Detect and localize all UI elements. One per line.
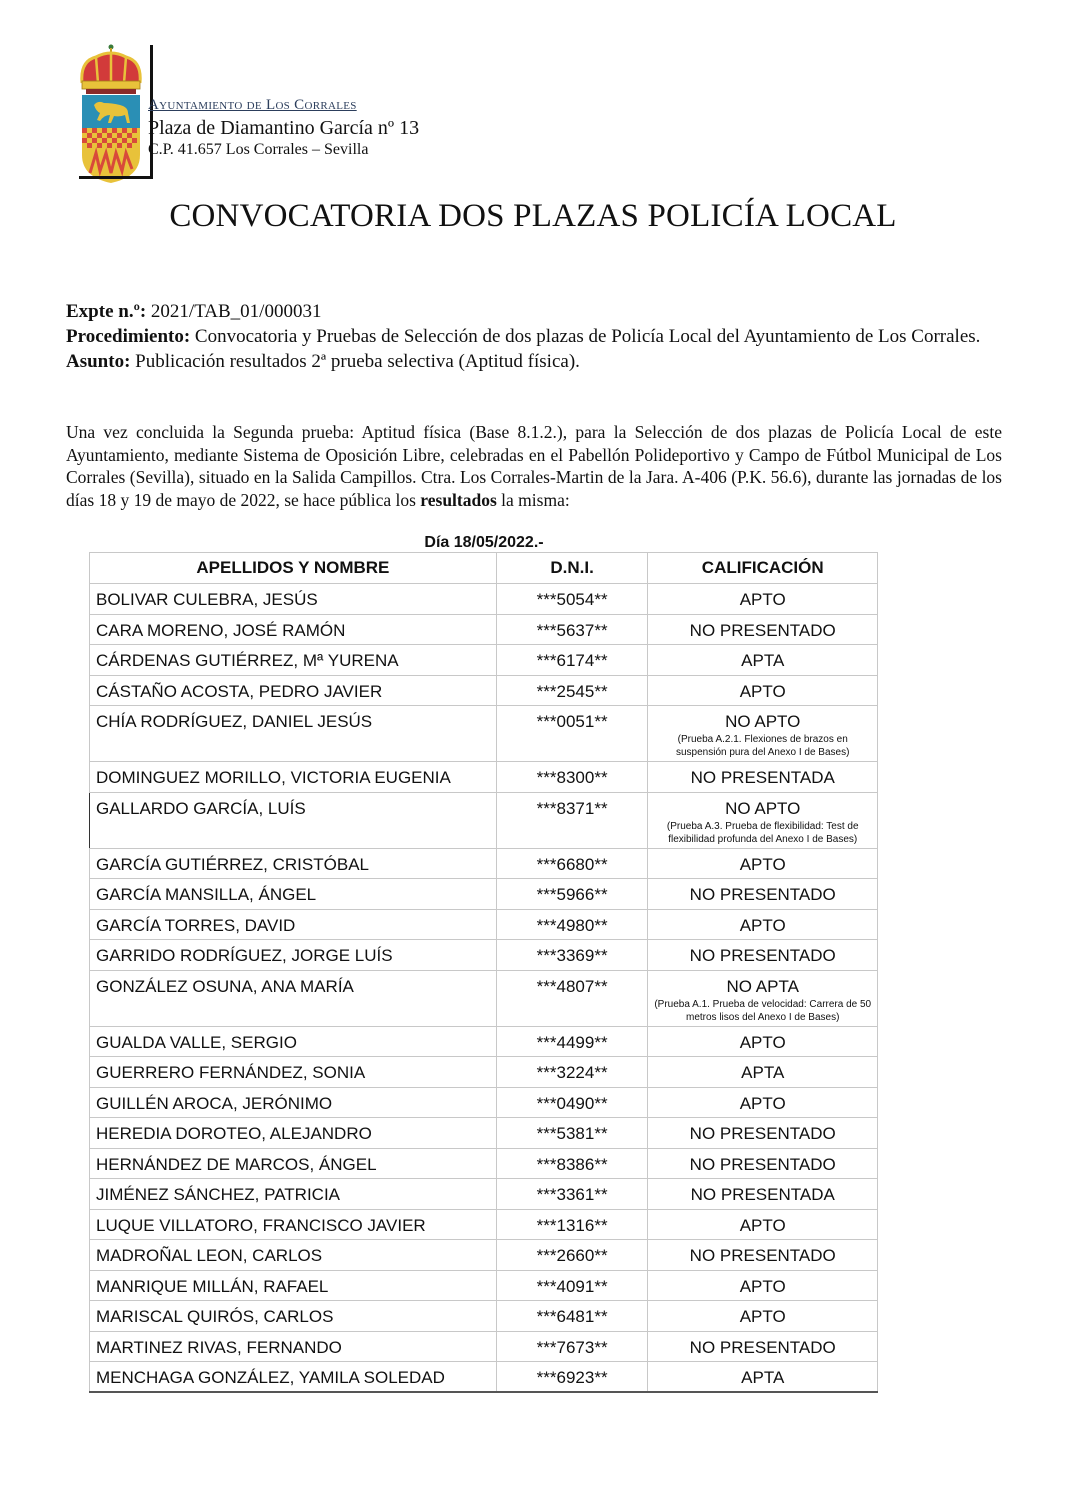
cell-dni: ***4499** bbox=[496, 1026, 648, 1057]
grade-value: APTO bbox=[739, 854, 786, 874]
cell-name: HERNÁNDEZ DE MARCOS, ÁNGEL bbox=[90, 1148, 497, 1179]
grade-value: APTO bbox=[739, 915, 786, 935]
table-row bbox=[90, 940, 878, 971]
table-row bbox=[90, 1301, 878, 1332]
asunto-label: Asunto: bbox=[66, 351, 131, 372]
table-row bbox=[90, 1087, 878, 1118]
cell-dni: ***5966** bbox=[496, 879, 648, 910]
cell-name: GARRIDO RODRÍGUEZ, JORGE LUÍS bbox=[90, 940, 497, 971]
cell-grade bbox=[648, 584, 878, 615]
table-row bbox=[90, 1118, 878, 1149]
organization-address: Plaza de Diamantino García nº 13 bbox=[148, 117, 420, 139]
cell-dni: ***8300** bbox=[496, 762, 648, 793]
cell-name: DOMINGUEZ MORILLO, VICTORIA EUGENIA bbox=[90, 762, 497, 793]
grade-value: APTO bbox=[739, 681, 786, 701]
grade-value: NO PRESENTADO bbox=[689, 1124, 836, 1143]
cell-name: GARCÍA TORRES, DAVID bbox=[90, 909, 497, 940]
procedimiento-label: Procedimiento: bbox=[66, 326, 191, 347]
cell-grade bbox=[648, 848, 878, 879]
expte-value: 2021/TAB_01/000031 bbox=[146, 301, 322, 322]
table-row bbox=[90, 1179, 878, 1210]
cell-dni: ***5381** bbox=[496, 1118, 648, 1149]
table-row bbox=[90, 1240, 878, 1271]
cell-grade bbox=[648, 1331, 878, 1362]
day-label: Día 18/05/2022.- bbox=[424, 534, 544, 551]
grade-value: APTO bbox=[739, 1276, 786, 1296]
grade-value: NO APTO bbox=[725, 712, 801, 731]
intro-paragraph bbox=[66, 421, 1002, 511]
table-row bbox=[90, 848, 878, 879]
cell-dni: ***8386** bbox=[496, 1148, 648, 1179]
cell-grade bbox=[648, 762, 878, 793]
grade-value: NO PRESENTADO bbox=[689, 885, 836, 904]
page-title: CONVOCATORIA DOS PLAZAS POLICÍA LOCAL bbox=[169, 198, 897, 234]
cell-grade bbox=[648, 1240, 878, 1271]
table-row bbox=[90, 1362, 878, 1393]
cell-dni: ***3369** bbox=[496, 940, 648, 971]
cell-grade bbox=[648, 909, 878, 940]
cell-name: GARCÍA GUTIÉRREZ, CRISTÓBAL bbox=[90, 848, 497, 879]
cell-grade bbox=[648, 970, 878, 1026]
table-header-row bbox=[90, 553, 878, 584]
cell-dni: ***3361** bbox=[496, 1179, 648, 1210]
coat-of-arms-icon bbox=[76, 43, 146, 183]
grade-value: APTO bbox=[739, 590, 786, 609]
results-table bbox=[89, 552, 878, 1393]
procedimiento-line bbox=[66, 324, 1002, 349]
cell-dni: ***6481** bbox=[496, 1301, 648, 1332]
cell-name: LUQUE VILLATORO, FRANCISCO JAVIER bbox=[90, 1209, 497, 1240]
cell-name: JIMÉNEZ SÁNCHEZ, PATRICIA bbox=[90, 1179, 497, 1210]
table-row bbox=[90, 792, 878, 848]
cell-name: MENCHAGA GONZÁLEZ, YAMILA SOLEDAD bbox=[90, 1362, 497, 1393]
cell-dni: ***0051** bbox=[496, 706, 648, 762]
cell-name: GUERRERO FERNÁNDEZ, SONIA bbox=[90, 1057, 497, 1088]
cell-dni: ***6923** bbox=[496, 1362, 648, 1393]
organization-name: Ayuntamiento de Los Corrales bbox=[148, 97, 357, 113]
asunto-line bbox=[66, 349, 1002, 374]
cell-dni: ***5054** bbox=[496, 584, 648, 615]
table-row bbox=[90, 1331, 878, 1362]
cell-grade bbox=[648, 1118, 878, 1149]
organization-postal: C.P. 41.657 Los Corrales – Sevilla bbox=[148, 141, 369, 158]
cell-dni: ***3224** bbox=[496, 1057, 648, 1088]
table-row bbox=[90, 1270, 878, 1301]
cell-name: GUALDA VALLE, SERGIO bbox=[90, 1026, 497, 1057]
expte-line bbox=[66, 299, 1002, 324]
grade-note: (Prueba A.2.1. Flexiones de brazos en suspensión pura del Anexo I de Bases) bbox=[675, 734, 850, 758]
procedimiento-value: Convocatoria y Pruebas de Selección de dos plazas de Policía Local del Ayuntamiento de Los Corrales. bbox=[190, 326, 981, 347]
table-row bbox=[90, 1057, 878, 1088]
table-row bbox=[90, 909, 878, 940]
cell-name: GALLARDO GARCÍA, LUÍS bbox=[90, 792, 497, 848]
grade-value: APTO bbox=[739, 1307, 786, 1326]
cell-grade bbox=[648, 1301, 878, 1332]
grade-value: NO PRESENTADO bbox=[689, 1337, 836, 1357]
cell-name: CARA MORENO, JOSÉ RAMÓN bbox=[90, 614, 497, 645]
cell-dni: ***5637** bbox=[496, 614, 648, 645]
cell-name: GARCÍA MANSILLA, ÁNGEL bbox=[90, 879, 497, 910]
cell-grade bbox=[648, 1362, 878, 1393]
cell-grade bbox=[648, 1270, 878, 1301]
cell-grade bbox=[648, 1209, 878, 1240]
cell-dni: ***8371** bbox=[496, 792, 648, 848]
grade-value: NO APTA bbox=[726, 976, 799, 996]
cell-grade bbox=[648, 614, 878, 645]
cell-grade bbox=[648, 1179, 878, 1210]
cell-dni: ***7673** bbox=[496, 1331, 648, 1362]
letterhead bbox=[70, 40, 490, 190]
cell-grade bbox=[648, 792, 878, 848]
table-row bbox=[90, 1026, 878, 1057]
cell-dni: ***4807** bbox=[496, 970, 648, 1026]
table-row bbox=[90, 1209, 878, 1240]
table-row bbox=[90, 645, 878, 676]
cell-name: GONZÁLEZ OSUNA, ANA MARÍA bbox=[90, 970, 497, 1026]
table-row bbox=[90, 970, 878, 1026]
letterhead-rule-horizontal bbox=[79, 176, 153, 179]
grade-value: NO PRESENTADO bbox=[689, 1246, 836, 1265]
table-row bbox=[90, 584, 878, 615]
grade-value: APTA bbox=[741, 1063, 785, 1082]
header-grade: CALIFICACIÓN bbox=[648, 553, 878, 584]
intro-bold: resultados bbox=[420, 489, 497, 510]
cell-dni: ***2545** bbox=[496, 675, 648, 706]
cell-dni: ***1316** bbox=[496, 1209, 648, 1240]
table-row bbox=[90, 879, 878, 910]
cell-dni: ***6174** bbox=[496, 645, 648, 676]
grade-value: NO PRESENTADA bbox=[690, 768, 835, 787]
cell-dni: ***6680** bbox=[496, 848, 648, 879]
grade-value: APTO bbox=[739, 1093, 786, 1113]
cell-grade bbox=[648, 940, 878, 971]
cell-grade bbox=[648, 706, 878, 762]
grade-value: NO PRESENTADO bbox=[689, 946, 836, 965]
document-meta bbox=[66, 299, 1002, 374]
intro-end: la misma: bbox=[496, 489, 570, 510]
cell-name: MARISCAL QUIRÓS, CARLOS bbox=[90, 1301, 497, 1332]
cell-dni: ***4980** bbox=[496, 909, 648, 940]
grade-note: (Prueba A.1. Prueba de velocidad: Carrera de 50 metros lisos del Anexo I de Bases) bbox=[654, 998, 872, 1023]
asunto-value: Publicación resultados 2ª prueba selectiva (Aptitud física). bbox=[130, 351, 580, 372]
cell-dni: ***2660** bbox=[496, 1240, 648, 1271]
grade-note: (Prueba A.3. Prueba de flexibilidad: Test de flexibilidad profunda del Anexo I de Bases) bbox=[666, 820, 859, 845]
table-row bbox=[90, 1148, 878, 1179]
table-row bbox=[90, 614, 878, 645]
cell-name: MADROÑAL LEON, CARLOS bbox=[90, 1240, 497, 1271]
cell-grade bbox=[648, 1148, 878, 1179]
grade-value: APTO bbox=[739, 1032, 786, 1052]
cell-grade bbox=[648, 1026, 878, 1057]
table-row bbox=[90, 675, 878, 706]
header-name: APELLIDOS Y NOMBRE bbox=[90, 553, 497, 584]
cell-grade bbox=[648, 1057, 878, 1088]
intro-text: Una vez concluida la Segunda prueba: Aptitud física (Base 8.1.2.), para la Selección de dos plazas de Policía Local de este Ayuntamiento, mediante Sistema de Oposición Libre, celebradas en el Pabellón Polideportivo y Campo de Fútbol Municipal de Los Corrales (Sevilla), situado en la Salida Campillos. Ctra. Los Corrales-Martin de la Jara. A-406 (P.K. 56.6), durante las jornadas de los días 18 y 19 de mayo de 2022, se hace pública los bbox=[66, 422, 1002, 510]
cell-name: CÁRDENAS GUTIÉRREZ, Mª YURENA bbox=[90, 645, 497, 676]
table-row bbox=[90, 762, 878, 793]
table-row bbox=[90, 706, 878, 762]
grade-value: APTA bbox=[741, 1368, 785, 1387]
grade-value: NO PRESENTADO bbox=[689, 620, 836, 640]
cell-name: MANRIQUE MILLÁN, RAFAEL bbox=[90, 1270, 497, 1301]
cell-grade bbox=[648, 1087, 878, 1118]
grade-value: NO PRESENTADO bbox=[689, 1154, 836, 1174]
cell-dni: ***0490** bbox=[496, 1087, 648, 1118]
grade-value: NO APTO bbox=[725, 798, 801, 818]
grade-value: APTO bbox=[739, 1215, 786, 1235]
cell-grade bbox=[648, 645, 878, 676]
grade-value: APTA bbox=[741, 651, 785, 670]
expte-label: Expte n.º: bbox=[66, 301, 147, 322]
grade-value: NO PRESENTADA bbox=[690, 1185, 835, 1204]
cell-grade bbox=[648, 879, 878, 910]
header-dni: D.N.I. bbox=[496, 553, 648, 584]
cell-name: MARTINEZ RIVAS, FERNANDO bbox=[90, 1331, 497, 1362]
cell-name: CÁSTAÑO ACOSTA, PEDRO JAVIER bbox=[90, 675, 497, 706]
cell-grade bbox=[648, 675, 878, 706]
cell-name: CHÍA RODRÍGUEZ, DANIEL JESÚS bbox=[90, 706, 497, 762]
cell-name: HEREDIA DOROTEO, ALEJANDRO bbox=[90, 1118, 497, 1149]
cell-dni: ***4091** bbox=[496, 1270, 648, 1301]
cell-name: GUILLÉN AROCA, JERÓNIMO bbox=[90, 1087, 497, 1118]
cell-name: BOLIVAR CULEBRA, JESÚS bbox=[90, 584, 497, 615]
